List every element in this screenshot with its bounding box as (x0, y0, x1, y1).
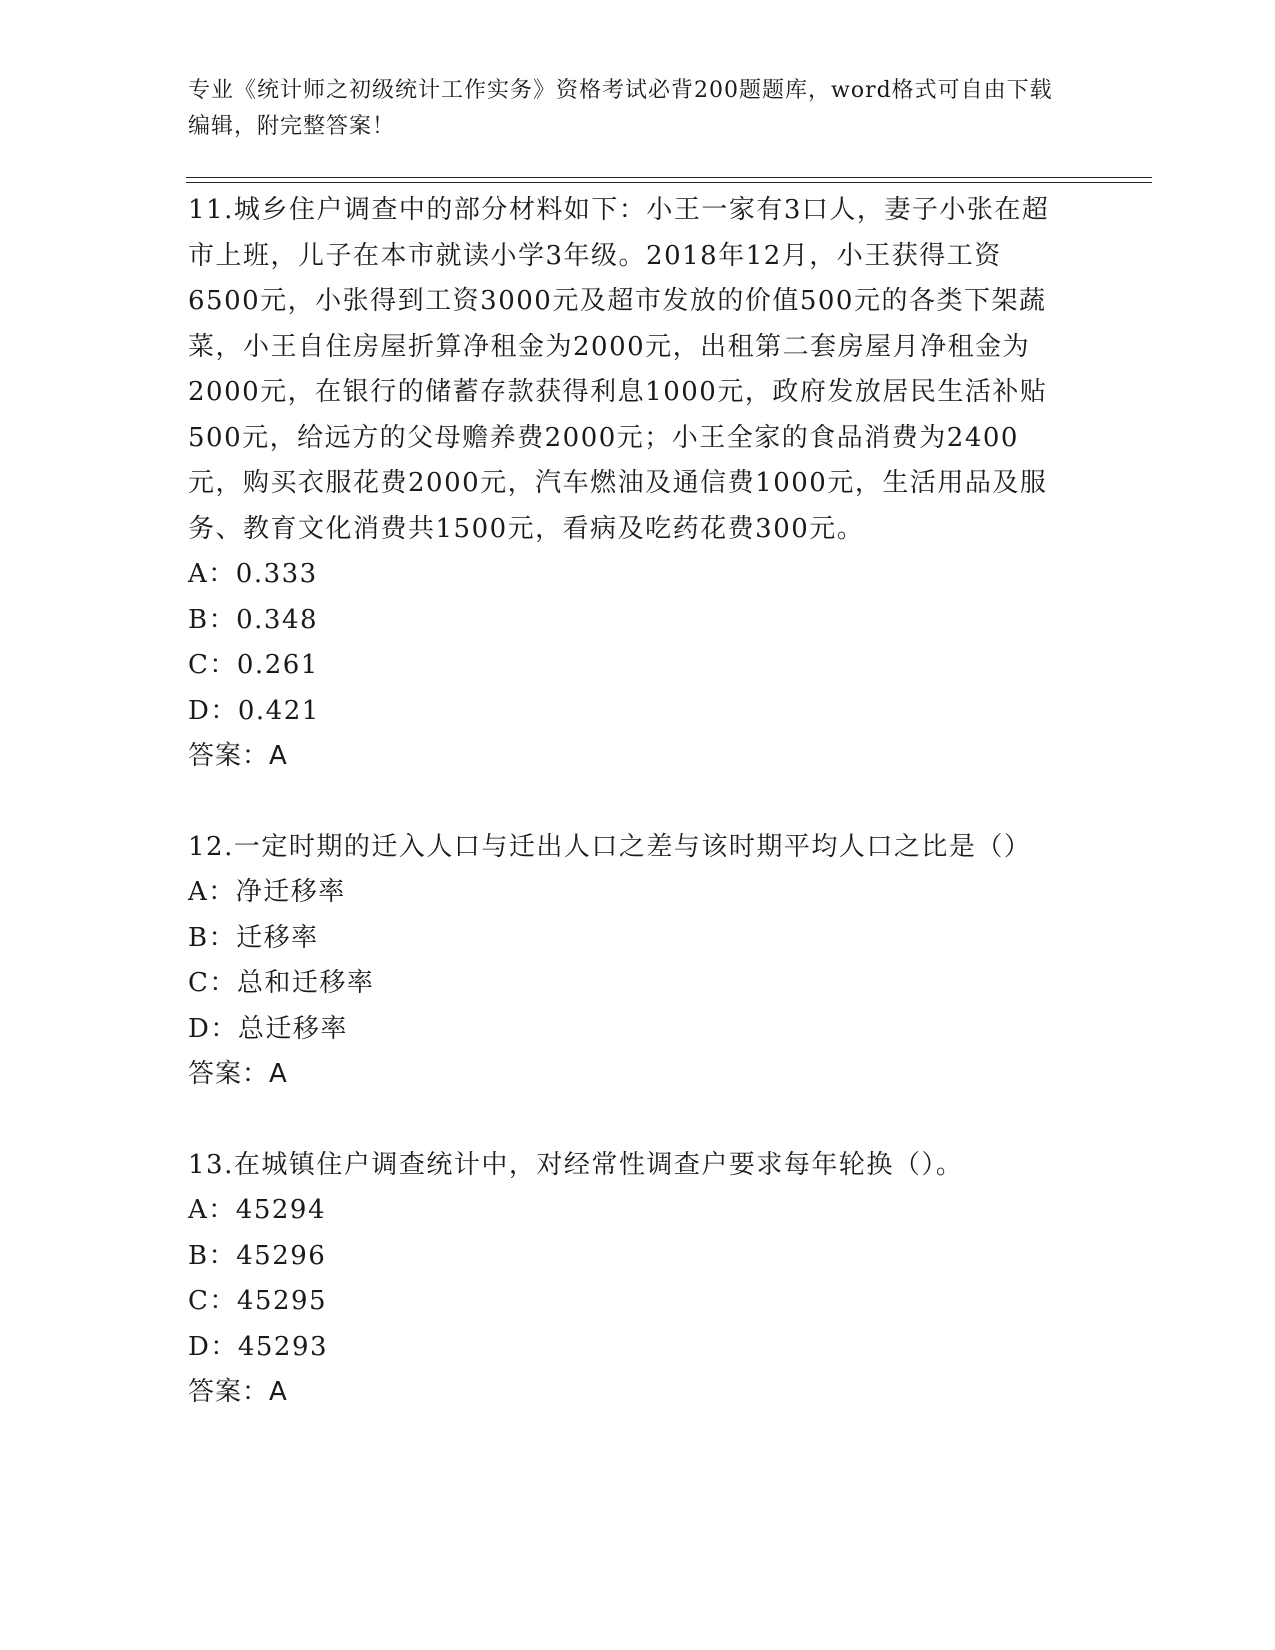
question-list (188, 188, 1068, 1416)
option-d: D：0.421 (188, 695, 320, 726)
answer-label: 答案：A (188, 1059, 288, 1089)
option-d: D：总迁移率 (188, 1013, 348, 1044)
header-divider-top (186, 177, 1152, 178)
question-11 (188, 188, 1068, 780)
question-spacer (188, 780, 1068, 825)
option-b: B：迁移率 (188, 922, 319, 953)
option-c: C：45295 (188, 1286, 328, 1316)
option-a: A：净迁移率 (188, 877, 346, 907)
header-divider-bottom (186, 182, 1152, 183)
option-a: A：0.333 (188, 559, 318, 589)
option-c: C：总和迁移率 (188, 968, 375, 998)
question-text: 11.城乡住户调查中的部分材料如下：小王一家有3口人，妻子小张在超市上班，儿子在本市就读小学3年级。2018年12月，小王获得工资6500元，小张得到工资3000元及超市发放的价值500元的各类下架蔬菜，小王自住房屋折算净租金为2000元，出租第二套房屋月净租金为2000元，在银行的储蓄存款获得利息1000元，政府发放居民生活补贴500元，给远方的父母赡养费2000元；小王全家的食品消费为2400元，购买衣服花费2000元，汽车燃油及通信费1000元，生活用品及服务、教育文化消费共1500元，看病及吃药花费300元。 (188, 195, 1050, 544)
option-d: D：45293 (188, 1331, 329, 1362)
question-12 (188, 825, 1068, 1098)
option-a: A：45294 (188, 1195, 326, 1225)
question-text: 12.一定时期的迁入人口与迁出人口之差与该时期平均人口之比是（） (188, 831, 1032, 862)
question-13 (188, 1143, 1068, 1416)
document-header: 专业《统计师之初级统计工作实务》资格考试必背200题题库，word格式可自由下载编辑，附完整答案！ (188, 78, 1053, 139)
question-text: 13.在城镇住户调查统计中，对经常性调查户要求每年轮换（）。 (188, 1149, 964, 1180)
answer-label: 答案：A (188, 741, 288, 771)
option-b: B：0.348 (188, 604, 319, 635)
option-b: B：45296 (188, 1240, 327, 1271)
answer-label: 答案：A (188, 1377, 288, 1407)
option-c: C：0.261 (188, 650, 319, 680)
question-spacer (188, 1098, 1068, 1143)
